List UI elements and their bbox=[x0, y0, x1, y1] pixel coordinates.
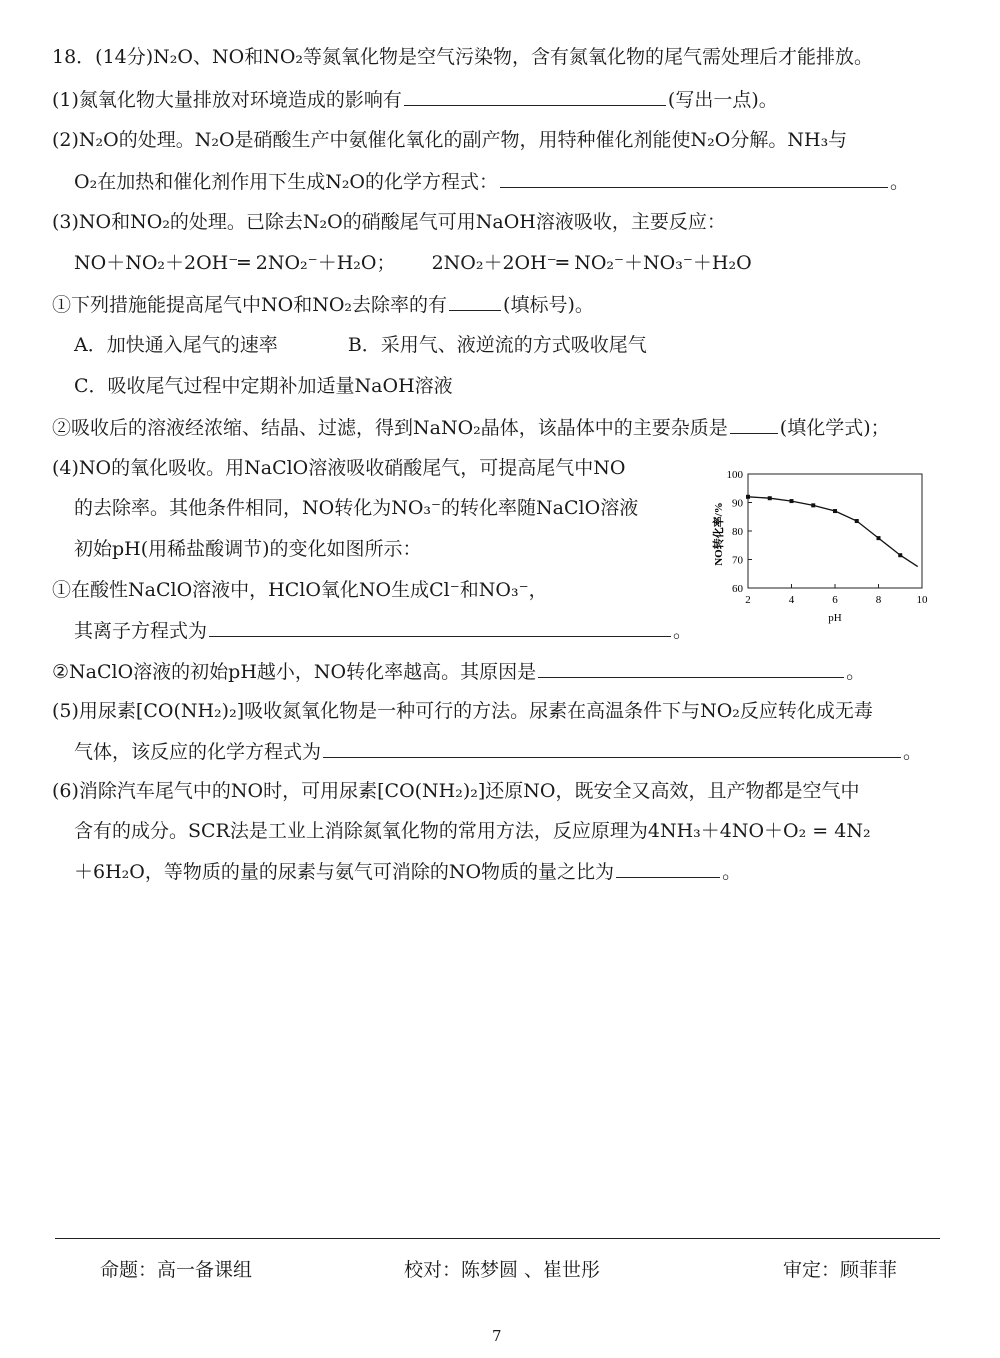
series-line bbox=[748, 497, 918, 567]
data-point bbox=[855, 519, 859, 523]
part5-suffix: 。 bbox=[903, 741, 923, 763]
y-tick-label: 90 bbox=[732, 497, 743, 510]
option-c: C．吸收尾气过程中定期补加适量NaOH溶液 bbox=[74, 375, 453, 397]
footer-review: 审定：顾菲菲 bbox=[783, 1259, 898, 1281]
y-tick-label: 80 bbox=[732, 526, 743, 538]
footer-divider bbox=[55, 1238, 940, 1239]
y-axis-label: NO转化率/% bbox=[713, 502, 725, 566]
data-point bbox=[877, 536, 881, 540]
answer-blank-4[interactable] bbox=[730, 414, 778, 434]
answer-blank-3[interactable] bbox=[449, 291, 501, 311]
part6-line-3 bbox=[74, 858, 741, 885]
answer-blank-8[interactable] bbox=[616, 858, 720, 878]
footer-check: 校对：陈梦圆 、崔世彤 bbox=[404, 1259, 601, 1281]
chart-svg bbox=[700, 462, 940, 630]
y-tick-label: 60 bbox=[732, 583, 743, 595]
equation-2: 2NO₂＋2OH⁻═ NO₂⁻＋NO₃⁻＋H₂O bbox=[431, 252, 752, 274]
part2-text: O₂在加热和催化剂作用下生成N₂O的化学方程式： bbox=[74, 171, 499, 193]
part5-line-1: (5)用尿素[CO(NH₂)₂]吸收氮氧化物是一种可行的方法。尿素在高温条件下与NO₂反应转化成无毒 bbox=[52, 700, 873, 722]
question-title: 18．(14分)N₂O、NO和NO₂等氮氧化物是空气污染物，含有氮氧化物的尾气需处理后才能排放。 bbox=[52, 46, 874, 68]
part4-q2 bbox=[52, 658, 865, 685]
answer-blank-6[interactable] bbox=[538, 658, 844, 678]
y-tick-label: 100 bbox=[726, 469, 743, 481]
x-tick-label: 4 bbox=[788, 594, 795, 606]
conversion-rate-chart bbox=[700, 462, 940, 630]
x-axis-label: pH bbox=[828, 612, 842, 624]
equation-1: NO＋NO₂＋2OH⁻═ 2NO₂⁻＋H₂O； bbox=[74, 252, 396, 274]
x-tick-label: 8 bbox=[875, 594, 882, 606]
part4-line-1: (4)NO的氧化吸收。用NaClO溶液吸收硝酸尾气，可提高尾气中NO bbox=[52, 457, 626, 479]
part2-line-2 bbox=[74, 168, 909, 195]
part1-line bbox=[52, 86, 778, 113]
part3-intro: (3)NO和NO₂的处理。已除去N₂O的硝酸尾气可用NaOH溶液吸收，主要反应： bbox=[52, 211, 726, 233]
part6-line-2: 含有的成分。SCR法是工业上消除氮氧化物的常用方法，反应原理为4NH₃＋4NO＋O₂ = 4N₂ bbox=[74, 820, 871, 842]
data-point bbox=[746, 495, 750, 499]
answer-blank-7[interactable] bbox=[323, 738, 901, 758]
part3-q2-suffix: (填化学式)； bbox=[779, 417, 890, 439]
part2-suffix: 。 bbox=[890, 171, 910, 193]
part4-q2-text: ②NaClO溶液的初始pH越小，NO转化率越高。其原因是 bbox=[52, 661, 537, 683]
options-row-1 bbox=[74, 332, 647, 358]
page-number: 7 bbox=[492, 1327, 502, 1345]
plot-frame bbox=[748, 474, 922, 588]
part3-q1-text: ①下列措施能提高尾气中NO和NO₂去除率的有 bbox=[52, 294, 448, 316]
answer-blank-1[interactable] bbox=[404, 86, 666, 106]
part3-q2-text: ②吸收后的溶液经浓缩、结晶、过滤，得到NaNO₂晶体，该晶体中的主要杂质是 bbox=[52, 417, 728, 439]
part5-text: 气体，该反应的化学方程式为 bbox=[74, 741, 322, 763]
part4-q1-line-1: ①在酸性NaClO溶液中，HClO氧化NO生成Cl⁻和NO₃⁻， bbox=[52, 579, 548, 601]
part1-suffix: (写出一点)。 bbox=[667, 89, 778, 111]
part3-q2 bbox=[52, 414, 890, 441]
part1-text: (1)氮氧化物大量排放对环境造成的影响有 bbox=[52, 89, 402, 111]
data-point bbox=[833, 509, 837, 513]
answer-blank-2[interactable] bbox=[500, 168, 888, 188]
data-point bbox=[768, 496, 772, 500]
data-point bbox=[898, 553, 902, 557]
part6-suffix: 。 bbox=[722, 861, 742, 883]
option-b: B．采用气、液逆流的方式吸收尾气 bbox=[347, 334, 647, 356]
part2-line-1: (2)N₂O的处理。N₂O是硝酸生产中氨催化氧化的副产物，用特种催化剂能使N₂O分解。NH₃与 bbox=[52, 129, 848, 151]
part4-q1-text: 其离子方程式为 bbox=[74, 620, 208, 642]
y-tick-label: 70 bbox=[732, 554, 743, 567]
part4-q2-suffix: 。 bbox=[846, 661, 866, 683]
option-a: A．加快通入尾气的速率 bbox=[74, 334, 278, 356]
part6-line-1: (6)消除汽车尾气中的NO时，可用尿素[CO(NH₂)₂]还原NO，既安全又高效，且产物都是空气中 bbox=[52, 780, 860, 802]
footer-author: 命题：高一备课组 bbox=[100, 1259, 253, 1281]
x-tick-label: 2 bbox=[745, 594, 751, 606]
part6-text: ＋6H₂O，等物质的量的尿素与氨气可消除的NO物质的量之比为 bbox=[74, 861, 615, 883]
part5-line-2 bbox=[74, 738, 922, 765]
part4-line-2: 的去除率。其他条件相同，NO转化为NO₃⁻的转化率随NaClO溶液 bbox=[74, 497, 639, 519]
x-tick-label: 6 bbox=[832, 594, 838, 606]
part4-q1-suffix: 。 bbox=[673, 620, 693, 642]
data-point bbox=[790, 499, 794, 503]
answer-blank-5[interactable] bbox=[209, 617, 671, 637]
part4-q1-line-2 bbox=[74, 617, 692, 644]
part4-line-3: 初始pH(用稀盐酸调节)的变化如图所示： bbox=[74, 538, 422, 560]
x-tick-label: 10 bbox=[916, 594, 928, 606]
part3-q1-suffix: (填标号)。 bbox=[503, 294, 594, 316]
data-point bbox=[811, 503, 815, 507]
equation-row bbox=[74, 250, 752, 276]
part3-q1 bbox=[52, 291, 594, 318]
